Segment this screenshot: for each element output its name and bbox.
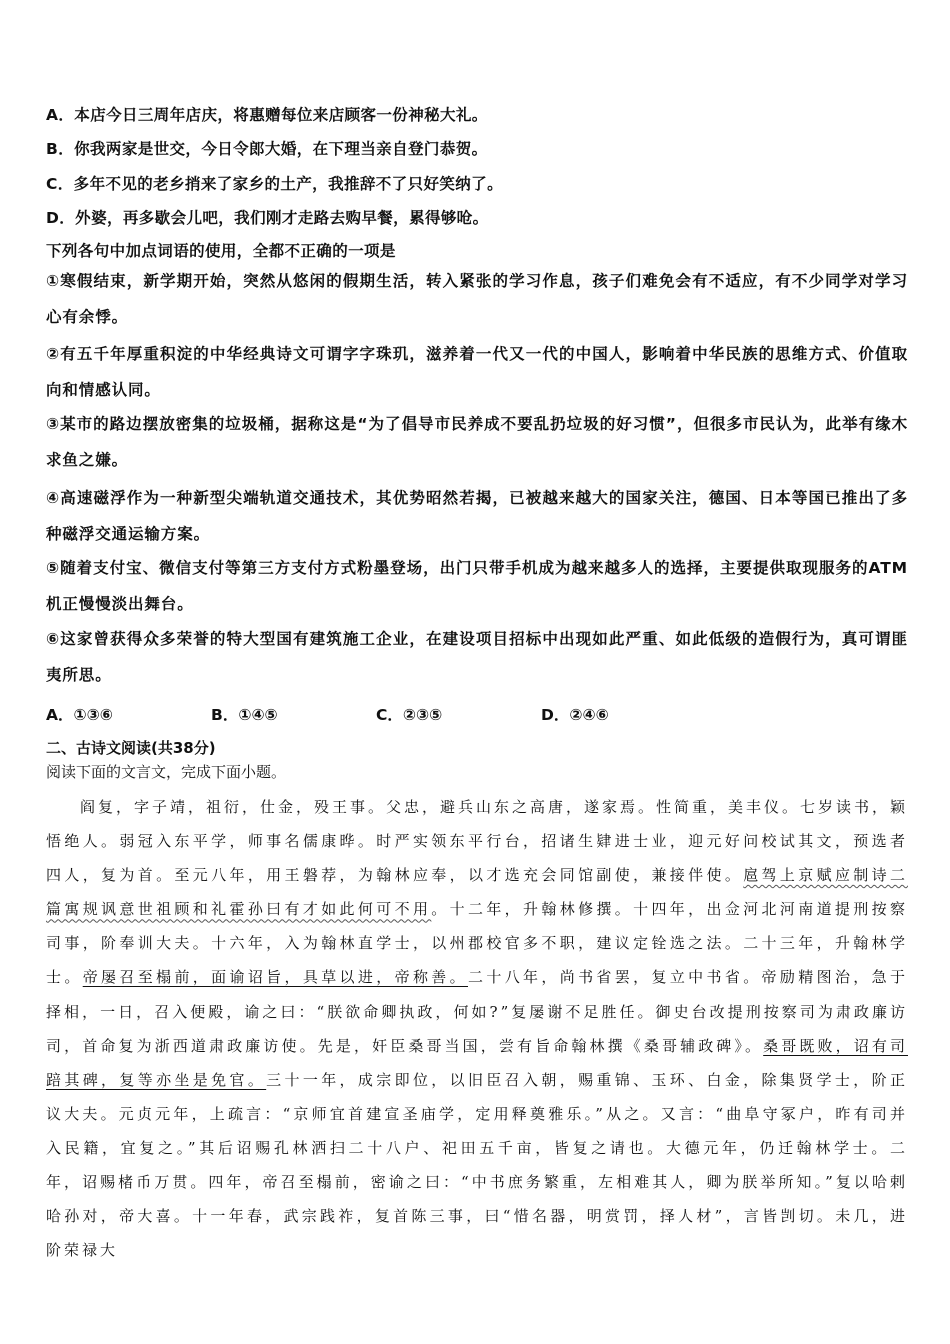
passage-text: 二十八年，尚书省罢，复立中书省。帝励精图治，急于择相，一日，召入便殿，谕之曰：“朕欲命卿执政，何如?”复屡谢不足胜任。御史台改提刑按察司为肃政廉访司，首命复为浙西道肃政廉访使。先是，奸臣桑哥当国，尝有旨命翰林撰《桑哥辅政碑》。 — [46, 968, 908, 1055]
underlined-sentence-2: 桑哥既败，诏有司踣其碑，复等亦坐是免官。 — [46, 1036, 908, 1089]
q2-item-5: ⑤随着支付宝、微信支付等第三方支付方式粉墨登场，出门只带手机成为越来越多人的选择，主要提供取现服务的ATM机正慢慢淡出舞台。 — [46, 559, 908, 613]
wavy-underlined-sentence: 扈驾上京赋应制诗二篇寓规讽意世祖顾和礼霍孙曰有才如此何可不用 — [46, 866, 908, 919]
q2-item-4: ④高速磁浮作为一种新型尖端轨道交通技术，其优势昭然若揭，已被越来越大的国家关注，德国、日本等国已推出了多种磁浮交通运输方案。 — [46, 489, 908, 543]
q2-choice-c: C．②③⑤ — [376, 706, 443, 724]
passage-text: 三十一年，成宗即位，以旧臣召入朝，赐重锦、玉环、白金，除集贤学士，阶正议大夫。元贞元年，上疏言：“京师宜首建宣圣庙学，定用释奠雅乐。”从之。又言：“曲阜守冢户，昨有司并入民籍，宜复之。”其后诏赐孔林洒扫二十八户、祀田五千亩，皆复之请也。大德元年，仍迁翰林学士。二年，诏赐楮币万贯。四年，帝召至榻前，密谕之曰：“中书庶务繁重，左相难其人，卿为朕举所知。”复以哈剌哈孙对，帝大喜。十一年春，武宗践祚，复首陈三事，曰“惜名器，明赏罚，择人材”，言皆剀切。未几，进阶荣禄大 — [46, 1070, 908, 1260]
q2-choice-d: D．②④⑥ — [541, 706, 609, 724]
passage-text: 阎复，字子靖，祖衍，仕金，殁王事。父忠，避兵山东之高唐，遂家焉。性简重，美丰仪。七岁读书，颖悟绝人。弱冠入东平学，师事名儒康晔。时严实领东平行台，招诸生肄进士业，迎元好问校试其文，预选者四人，复为首。至元八年，用王磐荐，为翰林应奉，以才选充会同馆副使，兼接伴使。 — [46, 798, 909, 885]
q2-choice-b: B．①④⑤ — [211, 706, 278, 724]
section-instruction: 阅读下面的文言文，完成下面小题。 — [46, 763, 287, 781]
q1-option-c: C．多年不见的老乡捎来了家乡的土产，我推辞不了只好笑纳了。 — [46, 175, 503, 193]
q2-choice-a: A．①③⑥ — [46, 706, 113, 724]
q2-item-6: ⑥这家曾获得众多荣誉的特大型国有建筑施工企业，在建设项目招标中出现如此严重、如此低级的造假行为，真可谓匪夷所思。 — [46, 630, 908, 684]
q2-stem: 下列各句中加点词语的使用，全都不正确的一项是 — [46, 242, 396, 260]
underlined-sentence-1: 帝屡召至榻前，面谕诏旨，具草以进，帝称善。 — [82, 968, 468, 987]
q2-item-2: ②有五千年厚重积淀的中华经典诗文可谓字字珠玑，滋养着一代又一代的中国人，影响着中华民族的思维方式、价值取向和情感认同。 — [46, 345, 908, 399]
classical-passage — [46, 790, 908, 1267]
section-title: 二、古诗文阅读(共38分) — [46, 739, 216, 757]
q2-item-1: ①寒假结束，新学期开始，突然从悠闲的假期生活，转入紧张的学习作息，孩子们难免会有不适应，有不少同学对学习心有余悸。 — [46, 272, 908, 326]
q1-option-a: A．本店今日三周年店庆，将惠赠每位来店顾客一份神秘大礼。 — [46, 106, 488, 124]
q2-item-3: ③某市的路边摆放密集的垃圾桶，据称这是“为了倡导市民养成不要乱扔垃圾的好习惯”，但很多市民认为，此举有缘木求鱼之嫌。 — [46, 415, 908, 469]
passage-text: 。十二年，升翰林修撰。十四年，出佥河北河南道提刑按察司事，阶奉训大夫。十六年，入为翰林直学士，以州郡校官多不职，建议定铨选之法。二十三年，升翰林学士。 — [46, 900, 908, 987]
q1-option-d: D．外婆，再多歇会儿吧，我们刚才走路去购早餐，累得够呛。 — [46, 209, 489, 227]
q1-option-b: B．你我两家是世交，今日令郎大婚，在下理当亲自登门恭贺。 — [46, 140, 488, 158]
